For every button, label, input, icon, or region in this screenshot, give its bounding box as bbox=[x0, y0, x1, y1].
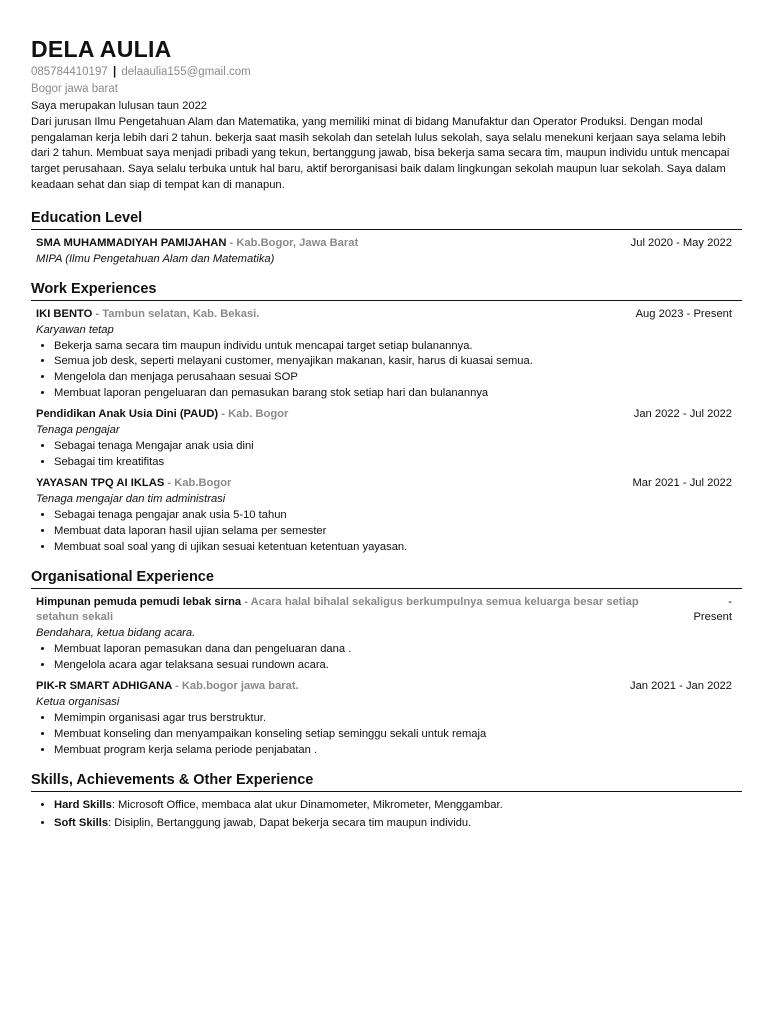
skill-label: Soft Skills bbox=[54, 817, 109, 830]
list-item: • Membuat soal soal yang di ujikan sesuai ketentuan ketentuan yayasan. bbox=[54, 540, 732, 556]
entry-date: Mar 2021 - Jul 2022 bbox=[632, 477, 732, 490]
contact-separator: | bbox=[112, 66, 117, 78]
bullet-list bbox=[36, 508, 732, 555]
list-item: • Membuat laporan pemasukan dana dan pengeluaran dana . bbox=[54, 642, 732, 658]
bullet-list bbox=[36, 439, 732, 470]
education-section bbox=[31, 210, 742, 267]
bullet-list bbox=[36, 642, 732, 673]
entry-date: Jan 2022 - Jul 2022 bbox=[633, 408, 732, 421]
entry-heading bbox=[36, 307, 259, 322]
entry-heading bbox=[36, 595, 676, 625]
organisation-entry bbox=[36, 595, 732, 673]
contact-line bbox=[31, 65, 742, 80]
entry-header bbox=[36, 595, 732, 625]
list-item: • Sebagai tim kreatifitas bbox=[54, 455, 732, 471]
list-item: • Membuat data laporan hasil ujian selama per semester bbox=[54, 524, 732, 540]
skill-label: Hard Skills bbox=[54, 799, 112, 812]
institution-name: SMA MUHAMMADIYAH PAMIJAHAN bbox=[36, 236, 227, 249]
location: Bogor jawa barat bbox=[31, 83, 118, 95]
company-name: YAYASAN TPQ AI IKLAS bbox=[36, 477, 165, 490]
bullet-list bbox=[36, 711, 732, 758]
list-item: • Memimpin organisasi agar trus berstruktur. bbox=[54, 711, 732, 727]
email-address: delaaulia155@gmail.com bbox=[121, 66, 251, 78]
company-name: IKI BENTO bbox=[36, 307, 93, 320]
entry-role: Tenaga mengajar dan tim administrasi bbox=[36, 493, 226, 506]
work-section bbox=[31, 281, 742, 555]
organisation-title: Organisational Experience bbox=[31, 569, 742, 589]
bullet-list bbox=[36, 339, 732, 401]
list-item: • Mengelola dan menjaga perusahaan sesuai SOP bbox=[54, 370, 732, 386]
skills-title: Skills, Achievements & Other Experience bbox=[31, 772, 742, 792]
skills-section bbox=[31, 772, 742, 832]
organisation-name: PIK-R SMART ADHIGANA bbox=[36, 680, 172, 693]
education-title: Education Level bbox=[31, 210, 742, 230]
entry-date: Jul 2020 - May 2022 bbox=[630, 236, 732, 249]
entry-role: Ketua organisasi bbox=[36, 696, 120, 709]
list-item: • Semua job desk, seperti melayani customer, menyajikan makanan, kasir, harus di kuasai semua. bbox=[54, 354, 732, 370]
entry-date-dash: - bbox=[728, 596, 732, 609]
entry-role: Bendahara, ketua bidang acara. bbox=[36, 627, 196, 640]
organisation-name: Himpunan pemuda pemudi lebak sirna bbox=[36, 596, 242, 609]
entry-role: Karyawan tetap bbox=[36, 323, 114, 336]
work-entry bbox=[36, 407, 732, 470]
entry-heading bbox=[36, 476, 231, 491]
list-item: • Sebagai tenaga Mengajar anak usia dini bbox=[54, 439, 732, 455]
list-item: • Bekerja sama secara tim maupun individu untuk mencapai target setiap bulanannya. bbox=[54, 339, 732, 355]
summary bbox=[31, 99, 737, 194]
entry-date bbox=[693, 595, 732, 625]
work-title: Work Experiences bbox=[31, 281, 742, 301]
entry-header bbox=[36, 236, 732, 251]
entry-header bbox=[36, 476, 732, 491]
organisation-description: - Acara halal bihalal sekaligus berkumpulnya semua keluarga besar setiap setahun sekali bbox=[36, 596, 639, 624]
list-item: • Mengelola acara agar telaksana sesuai rundown acara. bbox=[54, 658, 732, 674]
work-entry bbox=[36, 476, 732, 555]
summary-line-2: Dari jurusan Ilmu Pengetahuan Alam dan Matematika, yang memiliki minat di bidang Manufaktur dan Operator Produksi. Dengan modal pengalaman kerja lebih dari 2 tahun. bekerja saat masih sekolah dan setelah lulus sekolah, saya selalu menekuni kerjaan saya selama lebih dari 2 tahun. Membuat saya menjadi pribadi yang tekun, bertanggung jawab, bisa bekerja sama secara tim, maupun individu untuk mencapai target perusahaan. Saya selalu terbuka untuk hal baru, aktif berorganisasi baik dalam lingkungan sekolah maupun luar sekolah. Saya dalam keadaan sehat dan siap di tempat kan di manapun. bbox=[31, 115, 730, 191]
entry-date: Jan 2021 - Jan 2022 bbox=[629, 680, 732, 693]
company-location: - Tambun selatan, Kab. Bekasi. bbox=[92, 307, 260, 320]
entry-role: Tenaga pengajar bbox=[36, 424, 120, 437]
entry-date: Aug 2023 - Present bbox=[635, 307, 732, 320]
summary-line-1: Saya merupakan lulusan taun 2022 bbox=[31, 100, 208, 112]
organisation-section bbox=[31, 569, 742, 758]
list-item: • Membuat laporan pengeluaran dan pemasukan barang stok setiap hari dan bulanannya bbox=[54, 386, 732, 402]
list-item: • Membuat program kerja selama periode penjabatan . bbox=[54, 743, 732, 759]
organisation-entry bbox=[36, 679, 732, 758]
list-item: • Sebagai tenaga pengajar anak usia 5-10 tahun bbox=[54, 508, 732, 524]
skills-list-wrapper bbox=[36, 796, 742, 832]
skill-text: : Disiplin, Bertanggung jawab, Dapat bekerja secara tim maupun individu. bbox=[108, 817, 472, 830]
entry-role: MIPA (Ilmu Pengetahuan Alam dan Matematika) bbox=[36, 252, 275, 265]
list-item bbox=[54, 796, 742, 814]
company-name: Pendidikan Anak Usia Dini (PAUD) bbox=[36, 408, 219, 421]
entry-header bbox=[36, 407, 732, 422]
entry-header bbox=[36, 307, 732, 322]
list-item: • Membuat konseling dan menyampaikan konseling setiap seminggu sekali untuk remaja bbox=[54, 727, 732, 743]
entry-header bbox=[36, 679, 732, 694]
company-location: - Kab. Bogor bbox=[218, 408, 289, 421]
list-item bbox=[54, 814, 742, 832]
organisation-location: - Kab.bogor jawa barat. bbox=[171, 680, 299, 693]
entry-heading bbox=[36, 236, 358, 251]
candidate-name: DELA AULIA bbox=[31, 36, 172, 62]
skill-text: : Microsoft Office, membaca alat ukur Dinamometer, Mikrometer, Menggambar. bbox=[111, 799, 503, 812]
work-entry bbox=[36, 307, 732, 401]
entry-date-end: Present bbox=[693, 611, 732, 624]
entry-heading bbox=[36, 679, 299, 694]
entry-heading bbox=[36, 407, 288, 422]
company-location: - Kab.Bogor bbox=[164, 477, 232, 490]
education-entry bbox=[36, 236, 732, 267]
phone-number: 085784410197 bbox=[31, 66, 108, 78]
institution-location: - Kab.Bogor, Jawa Barat bbox=[226, 236, 359, 249]
skills-list bbox=[36, 796, 742, 832]
